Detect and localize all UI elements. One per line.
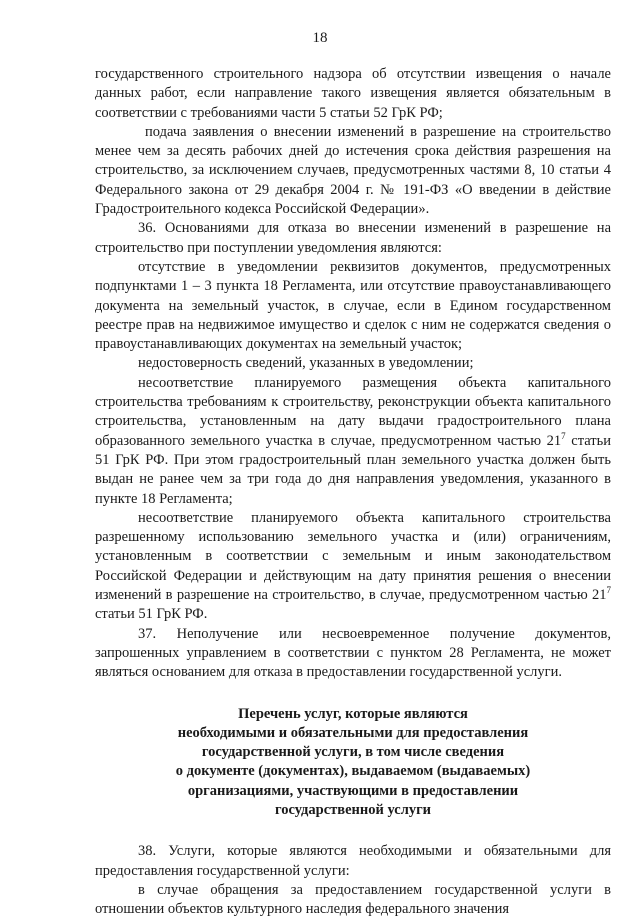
paragraph-missing-documents: отсутствие в уведомлении реквизитов документов, предусмотренных подпунктами 1 – 3 пункта 18 Регламента, или отсутствие правоустанавливающего документа на земельный участок, в случае, если в Едином государственном реестре прав на недвижимое имущество и сделок с ним не содержатся сведения о правоустанавливающих документах на земельный участок; [95, 258, 611, 353]
superscript-index: 7 [606, 585, 611, 596]
heading-line: необходимыми и обязательными для предоставления [177, 724, 529, 741]
page-number: 18 [312, 30, 328, 46]
paragraph-application-deadline: подача заявления о внесении изменений в разрешение на строительство менее чем за десять рабочих дней до истечения срока действия разрешения на строительство, за исключением случаев, предусмотренных частями 8, 10 статьи 4 Федерального закона от 29 декабря 2004 г. № 191-ФЗ «О введении в действие Градостроительного кодекса Российской Федерации». [95, 123, 611, 218]
paragraph-placement-mismatch [95, 374, 611, 509]
paragraph-use-text-b: статьи 51 ГрК РФ. [95, 606, 208, 623]
heading-line: организациями, участвующими в предоставлении [187, 782, 519, 799]
paragraph-use-mismatch [95, 509, 611, 625]
paragraph-placement-text-b: статьи 51 ГрК РФ. При этом градостроительный план земельного участка должен быть выдан не ранее чем за три года до дня направления уведомления, указанного в пункте 18 Регламента; [95, 432, 611, 507]
heading-line: о документе (документах), выдаваемом (выдаваемых) [175, 763, 531, 780]
heading-line: государственной услуги, в том числе сведения [201, 744, 505, 761]
superscript-index: 7 [561, 430, 566, 441]
heading-line: Перечень услуг, которые являются [238, 705, 468, 722]
paragraph-placement-text-a: несоответствие планируемого размещения объекта капитального строительства требованиям к строительству, реконструкции объекта капитального строительства, установленным на дату выдачи градостроительного плана образованного земельного участка в случае, предусмотренном частью 21 [95, 374, 611, 449]
heading-line: государственной услуги [274, 801, 432, 818]
document-body [95, 65, 611, 919]
section-heading [95, 705, 611, 821]
paragraph-item-36: 36. Основаниями для отказа во внесении изменений в разрешение на строительство при поступлении уведомления являются: [95, 220, 611, 256]
paragraph-cultural-heritage: в случае обращения за предоставлением государственной услуги в отношении объектов культурного наследия федерального значения [95, 881, 611, 918]
paragraph-item-38: 38. Услуги, которые являются необходимыми и обязательными для предоставления государственной услуги: [95, 843, 611, 879]
paragraph-continuation: государственного строительного надзора об отсутствии извещения о начале данных работ, если направление такого извещения является обязательным в соответствии с требованиями части 5 статьи 52 ГрК РФ; [95, 66, 611, 121]
paragraph-item-37: 37. Неполучение или несвоевременное получение документов, запрошенных управлением в соответствии с пунктом 28 Регламента, не может являться основанием для отказа в предоставлении государственной услуги. [95, 625, 611, 681]
paragraph-inaccurate-info: недостоверность сведений, указанных в уведомлении; [138, 355, 474, 372]
paragraph-use-text-a: несоответствие планируемого объекта капитального строительства разрешенному использованию земельного участка и (или) ограничениям, установленным в соответствии с земельным и иным законодательством Российской Федерации и действующим на дату принятия решения о внесении изменений в разрешение на строительство, в случае, предусмотренном частью 21 [95, 509, 611, 604]
